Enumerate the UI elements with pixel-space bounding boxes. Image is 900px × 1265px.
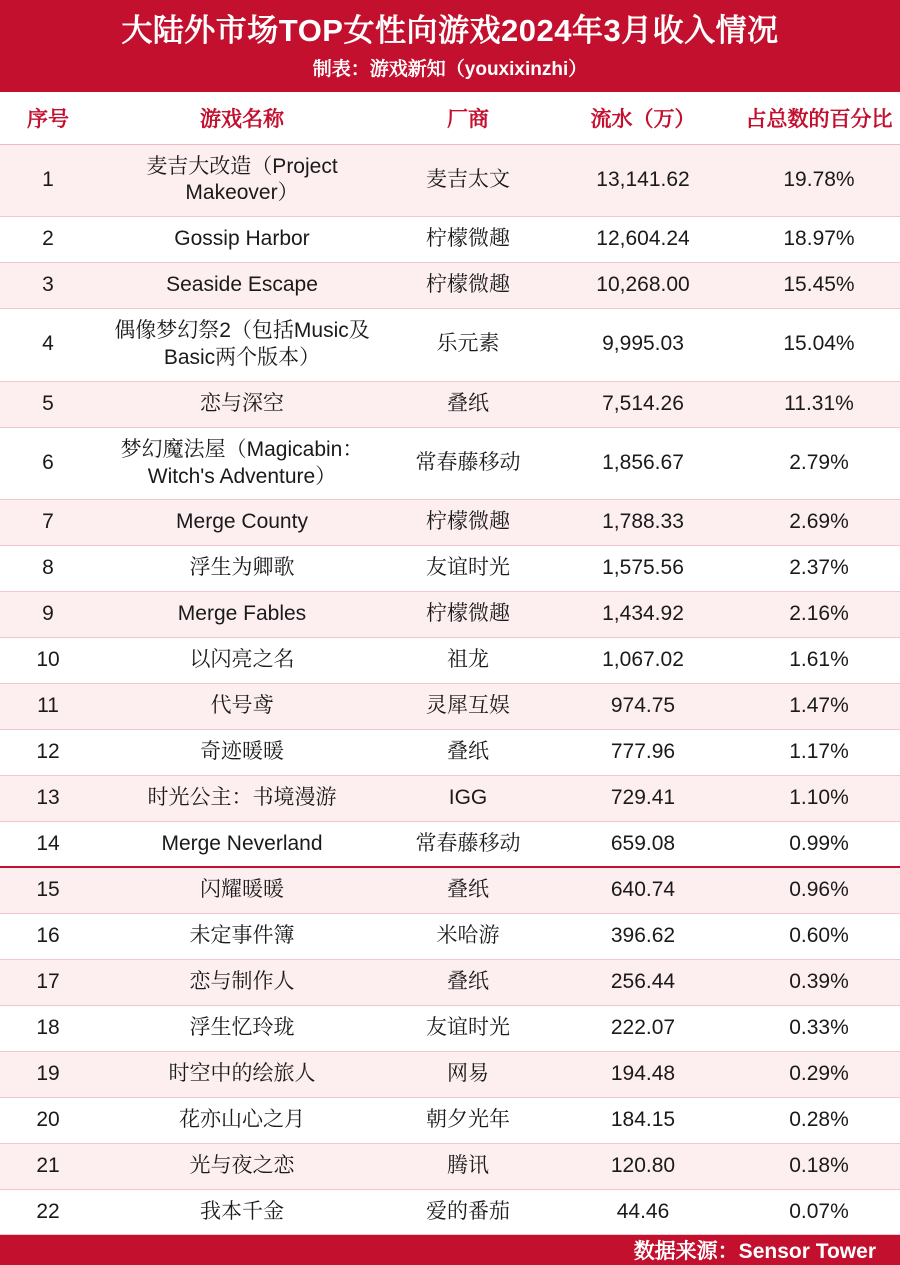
cell-percent: 2.79%: [738, 427, 900, 500]
revenue-table: [0, 92, 900, 1236]
column-header-rank: 序号: [0, 92, 96, 145]
cell-rank: 21: [0, 1143, 96, 1189]
cell-percent: 0.28%: [738, 1097, 900, 1143]
cell-rank: 3: [0, 263, 96, 309]
column-header-game-name: 游戏名称: [96, 92, 388, 145]
header-banner: [0, 0, 900, 92]
cell-game-name: Seaside Escape: [96, 263, 388, 309]
cell-publisher: 柠檬微趣: [388, 263, 548, 309]
cell-revenue: 7,514.26: [548, 381, 738, 427]
cell-publisher: 柠檬微趣: [388, 592, 548, 638]
cell-rank: 14: [0, 821, 96, 867]
cell-percent: 1.47%: [738, 683, 900, 729]
cell-game-name: 花亦山心之月: [96, 1097, 388, 1143]
cell-publisher: 叠纸: [388, 729, 548, 775]
table-row: [0, 1189, 900, 1235]
cell-rank: 19: [0, 1051, 96, 1097]
table-row: [0, 144, 900, 217]
cell-percent: 0.18%: [738, 1143, 900, 1189]
cell-game-name: 时光公主：书境漫游: [96, 775, 388, 821]
cell-percent: 0.99%: [738, 821, 900, 867]
cell-rank: 7: [0, 500, 96, 546]
cell-percent: 2.37%: [738, 546, 900, 592]
column-header-percent: 占总数的百分比: [738, 92, 900, 145]
cell-revenue: 640.74: [548, 867, 738, 913]
cell-rank: 2: [0, 217, 96, 263]
column-header-revenue: 流水（万）: [548, 92, 738, 145]
cell-revenue: 120.80: [548, 1143, 738, 1189]
cell-game-name: 未定事件簿: [96, 914, 388, 960]
column-header-publisher: 厂商: [388, 92, 548, 145]
cell-game-name: 闪耀暖暖: [96, 867, 388, 913]
cell-revenue: 729.41: [548, 775, 738, 821]
cell-game-name: 梦幻魔法屋（Magicabin：Witch's Adventure）: [96, 427, 388, 500]
table-row: [0, 729, 900, 775]
cell-game-name: Merge Fables: [96, 592, 388, 638]
cell-revenue: 396.62: [548, 914, 738, 960]
page-subtitle: 制表：游戏新知（youxixinzhi）: [312, 58, 588, 80]
cell-percent: 1.61%: [738, 638, 900, 684]
cell-game-name: 恋与制作人: [96, 960, 388, 1006]
cell-revenue: 13,141.62: [548, 144, 738, 217]
table-row: [0, 1097, 900, 1143]
table-row: [0, 775, 900, 821]
cell-percent: 18.97%: [738, 217, 900, 263]
cell-rank: 6: [0, 427, 96, 500]
cell-rank: 22: [0, 1189, 96, 1235]
cell-rank: 16: [0, 914, 96, 960]
cell-rank: 18: [0, 1006, 96, 1052]
cell-publisher: 叠纸: [388, 867, 548, 913]
cell-revenue: 222.07: [548, 1006, 738, 1052]
cell-percent: 2.16%: [738, 592, 900, 638]
table-row: [0, 1051, 900, 1097]
cell-rank: 11: [0, 683, 96, 729]
cell-percent: 0.96%: [738, 867, 900, 913]
cell-publisher: 祖龙: [388, 638, 548, 684]
table-row: [0, 427, 900, 500]
table-row: [0, 867, 900, 913]
cell-percent: 0.07%: [738, 1189, 900, 1235]
cell-revenue: 777.96: [548, 729, 738, 775]
cell-rank: 10: [0, 638, 96, 684]
cell-percent: 19.78%: [738, 144, 900, 217]
cell-revenue: 1,434.92: [548, 592, 738, 638]
data-source-label: 数据来源：Sensor Tower: [633, 1240, 876, 1264]
cell-game-name: 浮生为卿歌: [96, 546, 388, 592]
cell-rank: 17: [0, 960, 96, 1006]
cell-percent: 2.69%: [738, 500, 900, 546]
cell-revenue: 1,575.56: [548, 546, 738, 592]
cell-percent: 1.10%: [738, 775, 900, 821]
table-header: [0, 92, 900, 145]
cell-percent: 0.39%: [738, 960, 900, 1006]
cell-publisher: 常春藤移动: [388, 427, 548, 500]
cell-game-name: 我本千金: [96, 1189, 388, 1235]
cell-game-name: 光与夜之恋: [96, 1143, 388, 1189]
cell-rank: 15: [0, 867, 96, 913]
table-row: [0, 638, 900, 684]
cell-publisher: 网易: [388, 1051, 548, 1097]
table-row: [0, 263, 900, 309]
cell-game-name: 麦吉大改造（Project Makeover）: [96, 144, 388, 217]
cell-revenue: 1,856.67: [548, 427, 738, 500]
cell-game-name: 浮生忆玲珑: [96, 1006, 388, 1052]
cell-revenue: 659.08: [548, 821, 738, 867]
footer-bar: [0, 1235, 900, 1265]
cell-rank: 13: [0, 775, 96, 821]
table-row: [0, 683, 900, 729]
cell-publisher: 腾讯: [388, 1143, 548, 1189]
cell-publisher: 朝夕光年: [388, 1097, 548, 1143]
table-body: [0, 144, 900, 1235]
cell-percent: 0.29%: [738, 1051, 900, 1097]
cell-rank: 8: [0, 546, 96, 592]
cell-game-name: 代号鸢: [96, 683, 388, 729]
table-row: [0, 1006, 900, 1052]
cell-revenue: 184.15: [548, 1097, 738, 1143]
cell-rank: 12: [0, 729, 96, 775]
cell-publisher: 友谊时光: [388, 1006, 548, 1052]
page-title: 大陆外市场TOP女性向游戏2024年3月收入情况: [121, 13, 779, 48]
cell-game-name: 恋与深空: [96, 381, 388, 427]
cell-game-name: Merge County: [96, 500, 388, 546]
table-row: [0, 309, 900, 382]
cell-publisher: 麦吉太文: [388, 144, 548, 217]
cell-publisher: 爱的番茄: [388, 1189, 548, 1235]
cell-publisher: 灵犀互娱: [388, 683, 548, 729]
cell-revenue: 9,995.03: [548, 309, 738, 382]
cell-revenue: 1,067.02: [548, 638, 738, 684]
cell-rank: 20: [0, 1097, 96, 1143]
cell-game-name: 时空中的绘旅人: [96, 1051, 388, 1097]
cell-game-name: 奇迹暖暖: [96, 729, 388, 775]
cell-publisher: 叠纸: [388, 960, 548, 1006]
cell-rank: 4: [0, 309, 96, 382]
cell-percent: 15.04%: [738, 309, 900, 382]
table-row: [0, 960, 900, 1006]
cell-percent: 1.17%: [738, 729, 900, 775]
table-row: [0, 821, 900, 867]
cell-revenue: 12,604.24: [548, 217, 738, 263]
cell-rank: 9: [0, 592, 96, 638]
table-row: [0, 546, 900, 592]
cell-game-name: Gossip Harbor: [96, 217, 388, 263]
cell-percent: 15.45%: [738, 263, 900, 309]
cell-game-name: Merge Neverland: [96, 821, 388, 867]
cell-publisher: 米哈游: [388, 914, 548, 960]
cell-rank: 1: [0, 144, 96, 217]
cell-publisher: 柠檬微趣: [388, 217, 548, 263]
cell-publisher: 乐元素: [388, 309, 548, 382]
cell-rank: 5: [0, 381, 96, 427]
cell-publisher: 常春藤移动: [388, 821, 548, 867]
table-row: [0, 1143, 900, 1189]
cell-percent: 0.33%: [738, 1006, 900, 1052]
cell-revenue: 974.75: [548, 683, 738, 729]
table-row: [0, 914, 900, 960]
table-row: [0, 500, 900, 546]
table-header-row: [0, 92, 900, 145]
cell-publisher: 柠檬微趣: [388, 500, 548, 546]
cell-game-name: 以闪亮之名: [96, 638, 388, 684]
cell-revenue: 1,788.33: [548, 500, 738, 546]
cell-percent: 0.60%: [738, 914, 900, 960]
table-row: [0, 592, 900, 638]
cell-publisher: 叠纸: [388, 381, 548, 427]
table-row: [0, 217, 900, 263]
table-row: [0, 381, 900, 427]
cell-revenue: 194.48: [548, 1051, 738, 1097]
cell-game-name: 偶像梦幻祭2（包括Music及Basic两个版本）: [96, 309, 388, 382]
cell-revenue: 10,268.00: [548, 263, 738, 309]
cell-publisher: 友谊时光: [388, 546, 548, 592]
cell-revenue: 256.44: [548, 960, 738, 1006]
cell-percent: 11.31%: [738, 381, 900, 427]
cell-revenue: 44.46: [548, 1189, 738, 1235]
cell-publisher: IGG: [388, 775, 548, 821]
